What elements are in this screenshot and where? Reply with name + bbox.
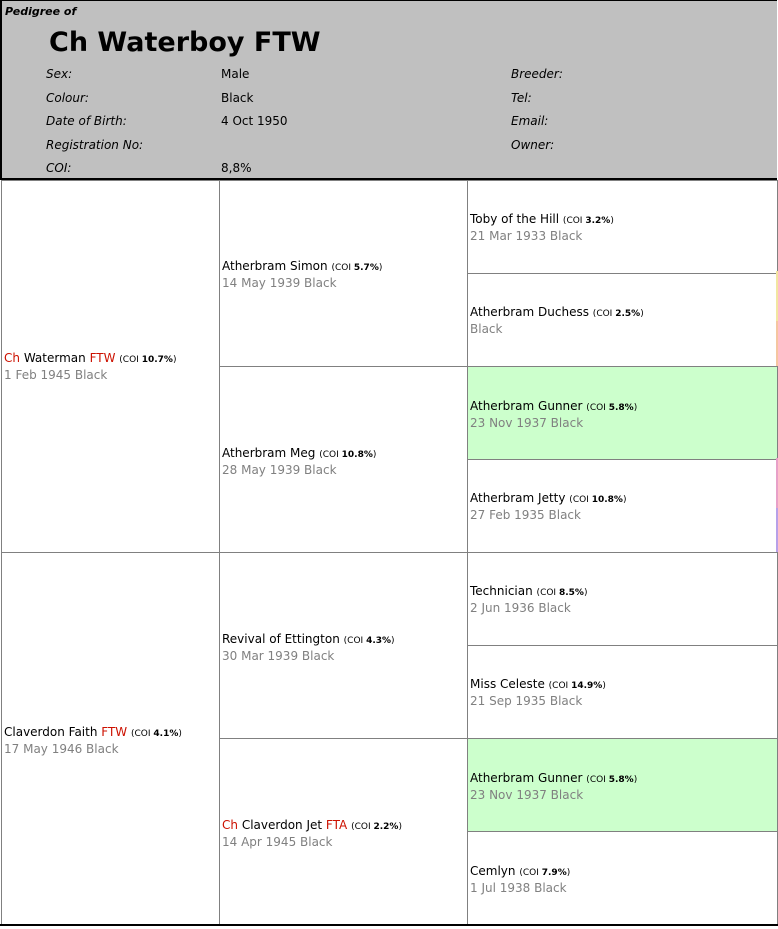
dds-cell [467, 738, 778, 832]
pedigree-caption: Pedigree of [5, 5, 77, 18]
sds-name: Atherbram Gunner [470, 399, 583, 413]
dam-dam-entry[interactable]: Ch Claverdon Jet FTA (COI 2.2%) 14 Apr 1945 Black [222, 818, 402, 849]
coi-tag: COI [552, 681, 569, 691]
sire-coi: 10.7% [141, 355, 173, 365]
ddd-name: Cemlyn [470, 864, 516, 878]
dob-value: 4 Oct 1950 [221, 114, 288, 128]
sire-entry[interactable]: Ch Waterman FTW (COI 10.7%) 1 Feb 1945 Black [4, 351, 177, 382]
dam-dam-cell [219, 738, 468, 925]
coi-tag: COI [122, 355, 139, 365]
sds-entry[interactable]: Atherbram Gunner (COI 5.8%) 23 Nov 1937 Black [470, 399, 638, 430]
owner-label: Owner: [511, 138, 555, 152]
dam-coi: 4.1% [153, 729, 179, 739]
dds-sub: 23 Nov 1937 Black [470, 788, 584, 802]
sss-name: Toby of the Hill [470, 212, 560, 226]
coi-tag: COI [522, 868, 539, 878]
ddd-sub: 1 Jul 1938 Black [470, 881, 567, 895]
sex-value: Male [221, 67, 250, 81]
ssd-entry[interactable]: Atherbram Duchess (COI 2.5%) Black [470, 305, 644, 336]
sire-sire-sub: 14 May 1939 Black [222, 276, 337, 290]
dam-dam-prefix: Ch [222, 818, 238, 832]
ssd-coi: 2.5% [615, 309, 641, 319]
ssd-sub: Black [470, 322, 503, 336]
dam-sire-coi: 4.3% [366, 636, 392, 646]
sss-entry[interactable]: Toby of the Hill (COI 3.2%) 21 Mar 1933 Black [470, 212, 614, 243]
sds-cell [467, 366, 778, 460]
ssd-cell [467, 273, 778, 367]
coi-tag: COI [572, 495, 589, 505]
sds-coi: 5.8% [608, 403, 634, 413]
sdd-cell [467, 459, 778, 553]
sds-sub: 23 Nov 1937 Black [470, 416, 584, 430]
dam-suffix: FTW [101, 725, 128, 739]
sire-dam-entry[interactable]: Atherbram Meg (COI 10.8%) 28 May 1939 Black [222, 446, 377, 477]
sire-sire-coi: 5.7% [353, 263, 379, 273]
sire-dam-name: Atherbram Meg [222, 446, 316, 460]
pedigree-grid [0, 180, 778, 929]
sire-cell [1, 180, 220, 553]
sdd-entry[interactable]: Atherbram Jetty (COI 10.8%) 27 Feb 1935 Black [470, 491, 627, 522]
coi-value: 8,8% [221, 161, 252, 175]
dam-sub: 17 May 1946 Black [4, 742, 119, 756]
dam-sire-cell [219, 552, 468, 739]
dss-name: Technician [470, 584, 533, 598]
colour-value: Black [221, 91, 254, 105]
dss-coi: 8.5% [558, 588, 584, 598]
sire-name: Waterman [23, 351, 86, 365]
ssd-name: Atherbram Duchess [470, 305, 589, 319]
ddd-coi: 7.9% [541, 868, 567, 878]
dss-entry[interactable]: Technician (COI 8.5%) 2 Jun 1936 Black [470, 584, 588, 615]
sire-dam-sub: 28 May 1939 Black [222, 463, 337, 477]
colour-label: Colour: [46, 91, 89, 105]
bottom-rule [0, 924, 778, 926]
dam-sire-name: Revival of Ettington [222, 632, 340, 646]
sire-prefix: Ch [4, 351, 20, 365]
dob-label: Date of Birth: [46, 114, 127, 128]
breeder-label: Breeder: [511, 67, 563, 81]
coi-tag: COI [596, 309, 613, 319]
pedigree-header [0, 0, 777, 180]
dsd-entry[interactable]: Miss Celeste (COI 14.9%) 21 Sep 1935 Black [470, 677, 606, 708]
coi-tag: COI [347, 636, 364, 646]
sire-sire-cell [219, 180, 468, 367]
dam-entry[interactable]: Claverdon Faith FTW (COI 4.1%) 17 May 1946 Black [4, 725, 182, 756]
dds-entry[interactable]: Atherbram Gunner (COI 5.8%) 23 Nov 1937 Black [470, 771, 638, 802]
sire-dam-cell [219, 366, 468, 553]
dsd-name: Miss Celeste [470, 677, 545, 691]
dds-coi: 5.8% [608, 775, 634, 785]
sire-dam-coi: 10.8% [341, 450, 373, 460]
coi-tag: COI [322, 450, 339, 460]
sire-suffix: FTW [89, 351, 116, 365]
sdd-name: Atherbram Jetty [470, 491, 566, 505]
coi-tag: COI [354, 822, 371, 832]
registration-label: Registration No: [46, 138, 144, 152]
dss-sub: 2 Jun 1936 Black [470, 601, 571, 615]
sire-sire-name: Atherbram Simon [222, 259, 328, 273]
sdd-sub: 27 Feb 1935 Black [470, 508, 581, 522]
coi-tag: COI [589, 403, 606, 413]
dam-name: Claverdon Faith [4, 725, 98, 739]
coi-tag: COI [134, 729, 151, 739]
coi-tag: COI [589, 775, 606, 785]
dsd-sub: 21 Sep 1935 Black [470, 694, 583, 708]
dam-sire-entry[interactable]: Revival of Ettington (COI 4.3%) 30 Mar 1939 Black [222, 632, 395, 663]
coi-tag: COI [566, 216, 583, 226]
dog-name-title: Ch Waterboy FTW [49, 27, 321, 58]
dam-dam-name: Claverdon Jet [241, 818, 323, 832]
sss-coi: 3.2% [585, 216, 611, 226]
ddd-cell [467, 831, 778, 925]
sex-label: Sex: [46, 67, 73, 81]
dam-cell [1, 552, 220, 925]
dds-name: Atherbram Gunner [470, 771, 583, 785]
ddd-entry[interactable]: Cemlyn (COI 7.9%) 1 Jul 1938 Black [470, 864, 571, 895]
sire-sub: 1 Feb 1945 Black [4, 368, 108, 382]
dam-dam-coi: 2.2% [373, 822, 399, 832]
dam-sire-sub: 30 Mar 1939 Black [222, 649, 335, 663]
dam-dam-sub: 14 Apr 1945 Black [222, 835, 333, 849]
coi-tag: COI [334, 263, 351, 273]
sire-sire-entry[interactable]: Atherbram Simon (COI 5.7%) 14 May 1939 Black [222, 259, 383, 290]
email-label: Email: [511, 114, 549, 128]
sss-sub: 21 Mar 1933 Black [470, 229, 583, 243]
sdd-coi: 10.8% [591, 495, 623, 505]
coi-label: COI: [46, 161, 72, 175]
dsd-cell [467, 645, 778, 739]
coi-tag: COI [540, 588, 557, 598]
sss-cell [467, 180, 778, 274]
dss-cell [467, 552, 778, 646]
dsd-coi: 14.9% [571, 681, 603, 691]
dam-dam-suffix: FTA [325, 818, 348, 832]
tel-label: Tel: [511, 91, 532, 105]
